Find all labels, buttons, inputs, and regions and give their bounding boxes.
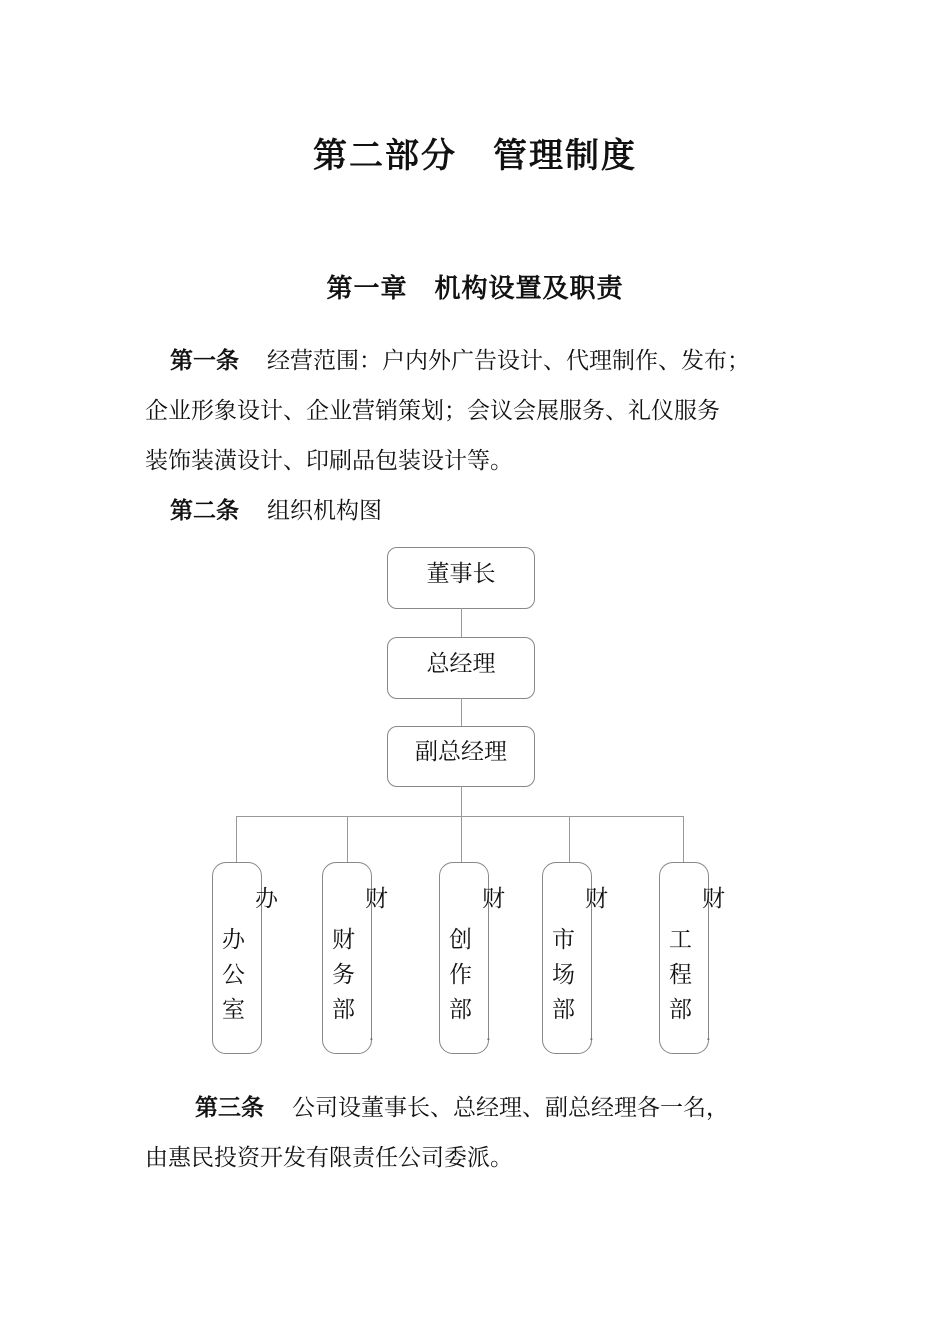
article-1-line3: 装饰装潢设计、印刷品包装设计等。 [145, 448, 513, 474]
dept-mark: - [706, 1034, 710, 1045]
dept-top-char: 财 [702, 886, 725, 912]
dept-name: 办公室 [222, 927, 245, 1023]
dept-mark: - [369, 1034, 373, 1045]
article-2-text: 组织机构图 [267, 498, 382, 524]
dept-top-char: 财 [365, 886, 388, 912]
article-1 [145, 336, 835, 486]
article-1-line1: 经营范围：户内外广告设计、代理制作、发布； [267, 348, 750, 374]
dept-top-char: 办 [255, 886, 278, 912]
gm-label: 总经理 [426, 651, 496, 677]
dept-name: 创作部 [449, 927, 472, 1023]
dept-name: 工程部 [669, 927, 692, 1023]
connector-line [236, 816, 237, 862]
dept-box-market [542, 862, 608, 1054]
connector-line [461, 786, 462, 816]
connector-line [461, 698, 462, 726]
dept-top-char: 财 [482, 886, 505, 912]
article-1-line2: 企业形象设计、企业营销策划；会议会展服务、礼仪服务 [145, 398, 720, 424]
dept-mark: - [589, 1034, 593, 1045]
chairman-box [387, 547, 535, 609]
branch-line [236, 816, 683, 817]
vgm-label: 副总经理 [415, 739, 507, 765]
dept-top-char: 财 [585, 886, 608, 912]
article-3-line2: 由惠民投资开发有限责任公司委派。 [145, 1145, 513, 1171]
gm-box [387, 637, 535, 699]
dept-mark: - [486, 1034, 490, 1045]
connector-line [461, 608, 462, 637]
dept-box-engineering [659, 862, 725, 1054]
connector-line [683, 816, 684, 862]
article-3 [145, 1083, 835, 1183]
part-title: 第二部分 管理制度 [313, 136, 637, 176]
article-3-label: 第三条 [195, 1094, 264, 1121]
chapter-title: 第一章 机构设置及职责 [326, 274, 624, 304]
article-2 [145, 486, 835, 536]
article-1-label: 第一条 [170, 347, 239, 374]
dept-box-office [212, 862, 278, 1054]
dept-name: 市场部 [552, 927, 575, 1023]
connector-line [461, 816, 462, 862]
article-3-line1: 公司设董事长、总经理、副总经理各一名， [292, 1095, 729, 1121]
article-2-label: 第二条 [170, 497, 239, 524]
dept-name: 财务部 [332, 927, 355, 1023]
vgm-box [387, 726, 535, 787]
connector-line [569, 816, 570, 862]
connector-line [347, 816, 348, 862]
dept-box-finance [322, 862, 388, 1054]
chairman-label: 董事长 [426, 561, 496, 587]
dept-box-creative [439, 862, 505, 1054]
